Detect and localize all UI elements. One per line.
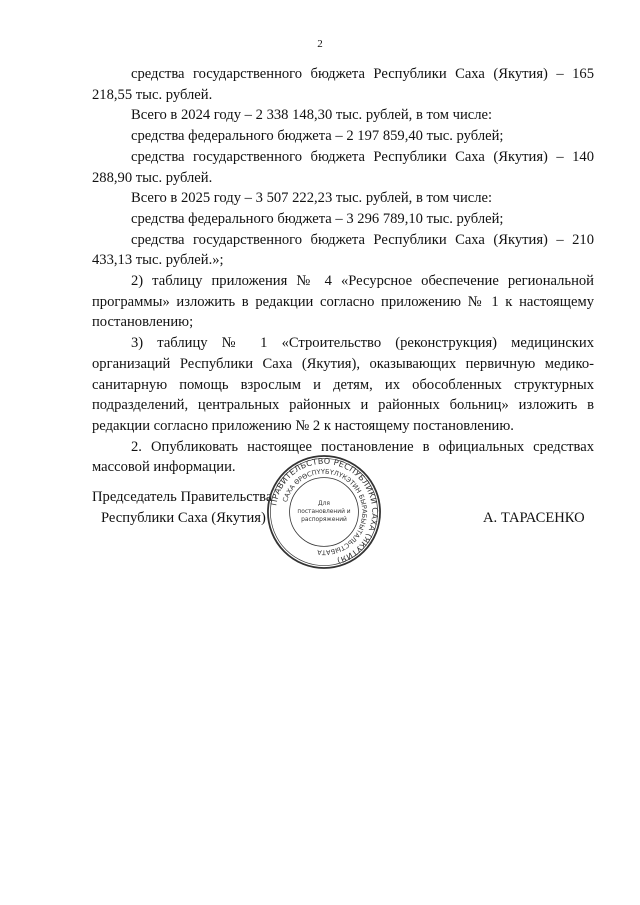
paragraph: средства государственного бюджета Республики Саха (Якутия) – 140 288,90 тыс. рублей. (92, 148, 594, 186)
signatory-name: А. ТАРАСЕНКО (483, 510, 585, 526)
paragraph: 3) таблицу № 1 «Строительство (реконструкция) медицинских организаций Республики Саха (Якутия), оказывающих первичную медико-санитарную помощь взрослым и детям, их обособленных структурных подразделений, центральных районных и районных больниц» изложить в редакции согласно приложению № 2 к настоящему постановлению. (92, 335, 594, 434)
paragraph: Всего в 2025 году – 3 507 222,23 тыс. рублей, в том числе: (131, 190, 493, 207)
paragraph: 2) таблицу приложения № 4 «Ресурсное обеспечение региональной программы» изложить в редакции согласно приложению № 1 к настоящему постановлению; (92, 273, 594, 331)
paragraph: 2. Опубликовать настоящее постановление в официальных средствах массовой информации. (92, 438, 594, 476)
seal-inner-text: САХА ӨРӨСПҮҮБҮЛҮКЭТИН БЫРАБЫЫТАЛЬСТЫБАТА (281, 467, 369, 557)
paragraph: Всего в 2024 году – 2 338 148,30 тыс. рублей, в том числе: (131, 107, 493, 124)
seal-outer-text: ПРАВИТЕЛЬСТВО РЕСПУБЛИКИ САХА (ЯКУТИЯ) (269, 456, 380, 566)
page-number: 2 (317, 38, 323, 50)
paragraph: средства федерального бюджета – 2 197 859,40 тыс. рублей; (131, 128, 504, 145)
signatory-title-line: Председатель Правительства (92, 489, 273, 505)
paragraph: средства государственного бюджета Республики Саха (Якутия) – 165 218,55 тыс. рублей. (92, 66, 594, 103)
paragraph: средства федерального бюджета – 3 296 789,10 тыс. рублей; (131, 210, 504, 227)
signatory-title-line: Республики Саха (Якутия) (101, 509, 266, 526)
paragraph: средства государственного бюджета Республики Саха (Якутия) – 210 433,13 тыс. рублей.»; (92, 231, 594, 269)
seal-center-text: постановлений и (297, 508, 351, 515)
seal-center-text: Для (318, 501, 330, 508)
seal-center-text: распоряжений (301, 516, 347, 523)
signatory-title (92, 487, 272, 528)
document-body (92, 64, 594, 478)
official-seal-stamp (265, 453, 383, 571)
